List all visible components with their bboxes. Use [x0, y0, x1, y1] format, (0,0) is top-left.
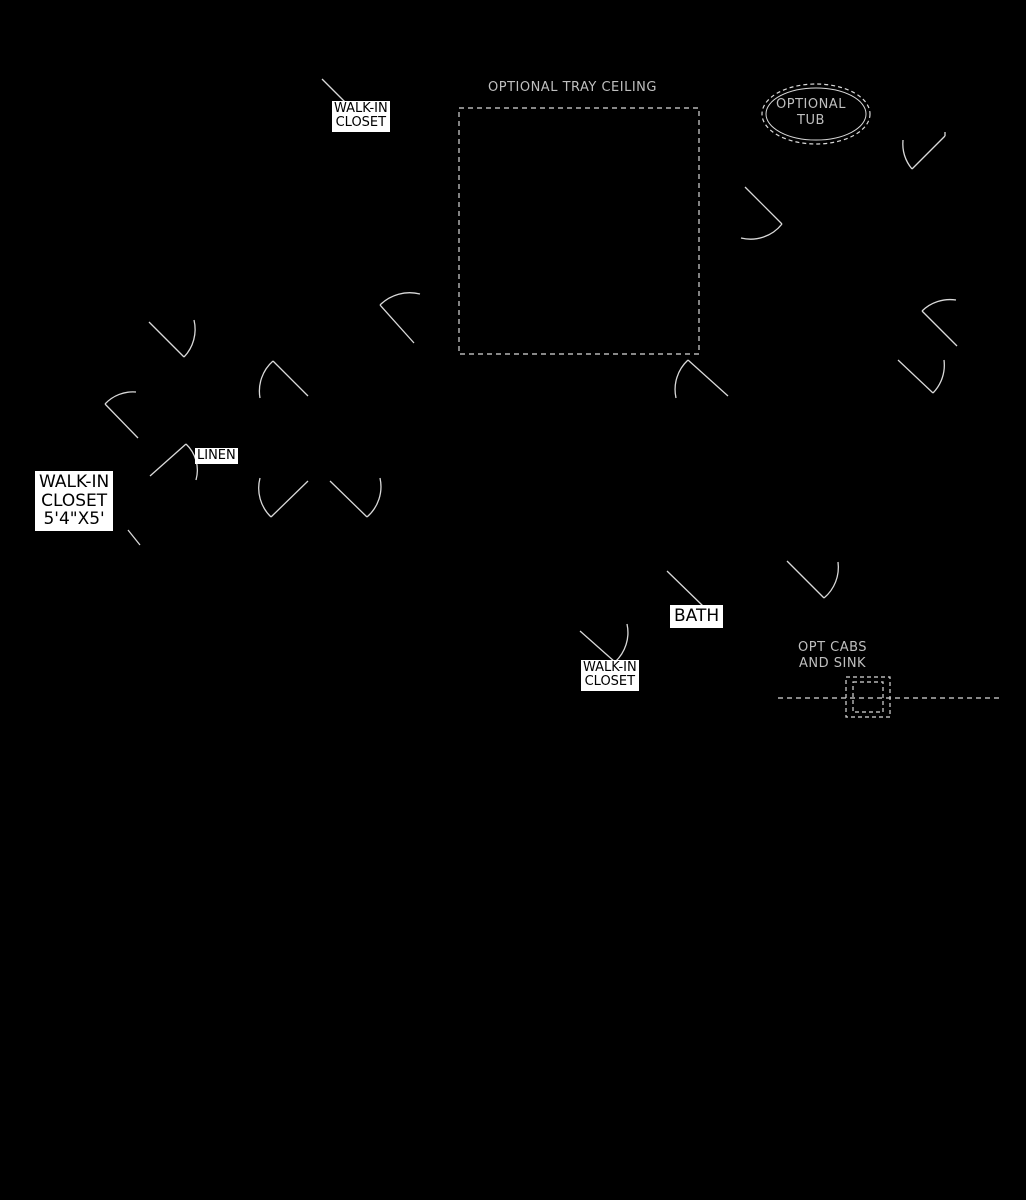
- door-bath-top-right: [903, 132, 945, 169]
- door-walk-in-bottom: [580, 624, 628, 662]
- door-walk-in-top: [322, 79, 345, 102]
- linen-label: LINEN: [197, 448, 236, 463]
- door-center-3: [259, 478, 308, 517]
- door-linen: [150, 444, 197, 480]
- door-swings: [105, 79, 957, 662]
- opt-cabs-and-sink-label: OPT CABS AND SINK: [798, 640, 868, 672]
- walk-in-closet-left-label: WALK-IN CLOSET 5'4"X5': [35, 471, 113, 531]
- walk-in-closet-top-label: WALK-IN CLOSET: [334, 101, 388, 131]
- optional-tub-label: OPTIONAL TUB: [776, 97, 846, 129]
- door-center-4: [330, 478, 381, 517]
- door-bedroom-left: [380, 293, 420, 343]
- door-right-mid-2: [898, 360, 944, 393]
- walk-in-closet-bottom-label: WALK-IN CLOSET: [583, 660, 637, 690]
- door-right-mid-1: [922, 300, 957, 346]
- tray-ceiling-outline: [459, 108, 699, 354]
- door-bath-2: [787, 561, 838, 598]
- opt-sink-inner: [853, 682, 883, 712]
- door-closet-left: [128, 530, 140, 545]
- door-left-2: [105, 392, 138, 438]
- door-center-1: [259, 361, 308, 398]
- door-bath-1: [667, 571, 703, 606]
- bath-label: BATH: [670, 605, 723, 628]
- optional-tray-ceiling-label: OPTIONAL TRAY CEILING: [488, 80, 657, 95]
- door-center-2: [675, 360, 728, 398]
- door-tray-right: [741, 187, 782, 239]
- door-left-upper: [149, 320, 195, 357]
